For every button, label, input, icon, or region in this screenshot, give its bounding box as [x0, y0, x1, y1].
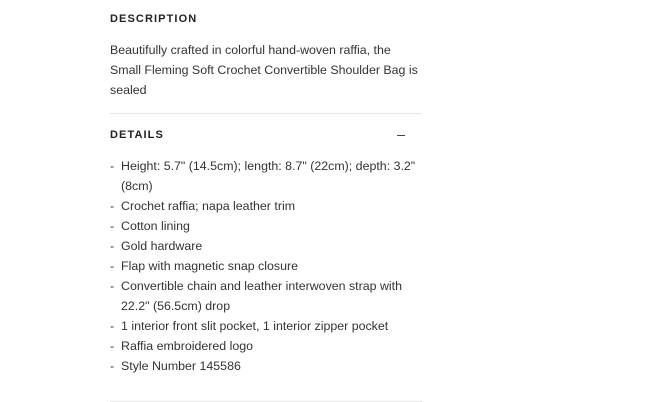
minus-icon[interactable]	[394, 129, 408, 143]
detail-text: Cotton lining	[121, 219, 190, 233]
list-item	[110, 156, 422, 196]
list-item	[110, 216, 422, 236]
list-bullet: -	[110, 239, 115, 253]
list-bullet: -	[110, 359, 115, 373]
description-text: Beautifully crafted in colorful hand-woven raffia, the Small Fleming Soft Crochet Convertible Shoulder Bag is sealed	[110, 43, 418, 97]
collapse-toggle-bar	[397, 135, 405, 136]
detail-text: Raffia embroidered logo	[121, 339, 254, 353]
list-item	[110, 196, 422, 216]
list-item	[110, 256, 422, 276]
detail-text: 1 interior front slit pocket, 1 interior zipper pocket	[121, 319, 389, 333]
list-bullet: -	[110, 279, 115, 293]
detail-text: Flap with magnetic snap closure	[121, 259, 298, 273]
detail-text: Style Number 145586	[121, 359, 241, 373]
list-item	[110, 336, 422, 356]
description-heading: DESCRIPTION	[110, 13, 198, 25]
detail-text: Convertible chain and leather interwoven strap with 22.2" (56.5cm) drop	[121, 279, 403, 313]
list-item	[110, 356, 422, 376]
detail-text: Height: 5.7" (14.5cm); length: 8.7" (22cm); depth: 3.2" (8cm)	[121, 159, 416, 193]
list-item	[110, 276, 422, 316]
detail-text: Gold hardware	[121, 239, 203, 253]
details-accordion-header[interactable]	[110, 129, 422, 143]
list-item	[110, 316, 422, 336]
list-bullet: -	[110, 159, 115, 173]
detail-text: Crochet raffia; napa leather trim	[121, 199, 296, 213]
list-bullet: -	[110, 259, 115, 273]
list-bullet: -	[110, 339, 115, 353]
details-list	[110, 156, 422, 376]
list-item	[110, 236, 422, 256]
list-bullet: -	[110, 219, 115, 233]
list-bullet: -	[110, 199, 115, 213]
list-bullet: -	[110, 319, 115, 333]
divider	[110, 113, 422, 114]
details-heading: DETAILS	[110, 129, 164, 141]
